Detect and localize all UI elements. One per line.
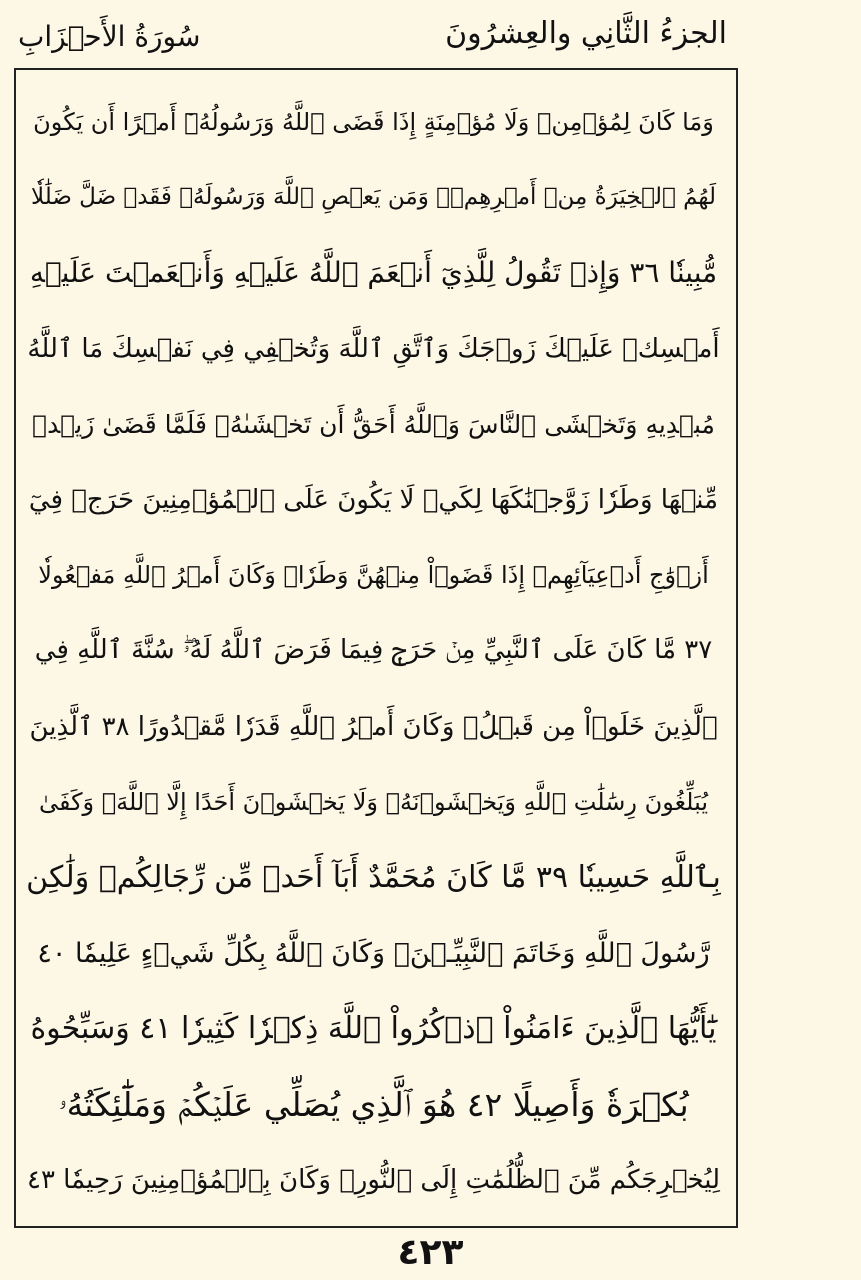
text-line-12: رَّسُولَ ٱللَّهِ وَخَاتَمَ ٱلنَّبِيِّـۧنَۗ وَكَانَ ٱللَّهُ بِكُلِّ شَيۡءٍ عَلِيمٗا ٤٠ — [37, 937, 710, 969]
text-line-14: بُكۡرَةٗ وَأَصِيلًا ٤٢ هُوَ ٱلَّذِي يُصَلِّي عَلَيۡكُمۡ وَمَلَٰٓئِكَتُهُۥ — [58, 1084, 689, 1124]
verse-text-block — [26, 84, 721, 1220]
text-line-3: مُّبِينٗا ٣٦ وَإِذۡ تَقُولُ لِلَّذِيٓ أَنۡعَمَ ٱللَّهُ عَلَيۡهِ وَأَنۡعَمۡتَ عَلَيۡهِ — [29, 256, 718, 290]
juz-title: الجزءُ الثَّانِي والعِشرُونَ — [445, 16, 727, 51]
text-line-10: يُبَلِّغُونَ رِسَٰلَٰتِ ٱللَّهِ وَيَخۡشَوۡنَهُۥ وَلَا يَخۡشَوۡنَ أَحَدًا إِلَّا ٱللَّهَۗ وَكَفَىٰ — [38, 788, 709, 817]
text-line-4: أَمۡسِكۡ عَلَيۡكَ زَوۡجَكَ وَٱتَّقِ ٱللَّهَ وَتُخۡفِي فِي نَفۡسِكَ مَا ٱللَّهُ — [27, 333, 720, 364]
text-line-8: ٣٧ مَّا كَانَ عَلَى ٱلنَّبِيِّ مِنۡ حَرَجٖ فِيمَا فَرَضَ ٱللَّهُ لَهُۥۖ سُنَّةَ ٱللَّهِ فِي — [34, 635, 713, 666]
text-line-11: بِٱللَّهِ حَسِيبٗا ٣٩ مَّا كَانَ مُحَمَّدٌ أَبَآ أَحَدٖ مِّن رِّجَالِكُمۡ وَلَٰكِن — [26, 860, 721, 896]
text-line-13: يَٰٓأَيُّهَا ٱلَّذِينَ ءَامَنُواْ ٱذۡكُرُواْ ٱللَّهَ ذِكۡرٗا كَثِيرٗا ٤١ وَسَبِّحُوهُ — [30, 1011, 717, 1047]
text-line-6: مِّنۡهَا وَطَرٗا زَوَّجۡنَٰكَهَا لِكَيۡ لَا يَكُونَ عَلَى ٱلۡمُؤۡمِنِينَ حَرَجٞ فِيٓ — [28, 484, 719, 515]
text-line-9: ٱلَّذِينَ خَلَوۡاْ مِن قَبۡلُۚ وَكَانَ أَمۡرُ ٱللَّهِ قَدَرٗا مَّقۡدُورًا ٣٨ ٱلَّذِينَ — [29, 711, 718, 742]
page-number: ٤٢٣ — [397, 1232, 464, 1273]
text-line-7: أَزۡوَٰجِ أَدۡعِيَآئِهِمۡ إِذَا قَضَوۡاْ مِنۡهُنَّ وَطَرٗاۚ وَكَانَ أَمۡرُ ٱللَّهِ مَفۡعُولٗا — [38, 561, 709, 590]
text-line-5: مُبۡدِيهِ وَتَخۡشَى ٱلنَّاسَ وَٱللَّهُ أَحَقُّ أَن تَخۡشَىٰهُۖ فَلَمَّا قَضَىٰ زَيۡدٞ — [32, 409, 715, 439]
text-line-1: وَمَا كَانَ لِمُؤۡمِنٖ وَلَا مُؤۡمِنَةٍ إِذَا قَضَى ٱللَّهُ وَرَسُولُهُۥٓ أَمۡرًا أَن يَكُونَ — [33, 107, 714, 136]
text-line-2: لَهُمُ ٱلۡخِيَرَةُ مِنۡ أَمۡرِهِمۡۗ وَمَن يَعۡصِ ٱللَّهَ وَرَسُولَهُۥ فَقَدۡ ضَلَّ ضَلَٰلٗا — [30, 184, 717, 211]
surah-title: سُورَةُ الأَحۡزَابِ — [18, 20, 201, 53]
text-line-15: لِيُخۡرِجَكُم مِّنَ ٱلظُّلُمَٰتِ إِلَى ٱلنُّورِۚ وَكَانَ بِٱلۡمُؤۡمِنِينَ رَحِيمٗا ٤٣ — [26, 1165, 721, 1196]
page-header — [14, 10, 847, 66]
